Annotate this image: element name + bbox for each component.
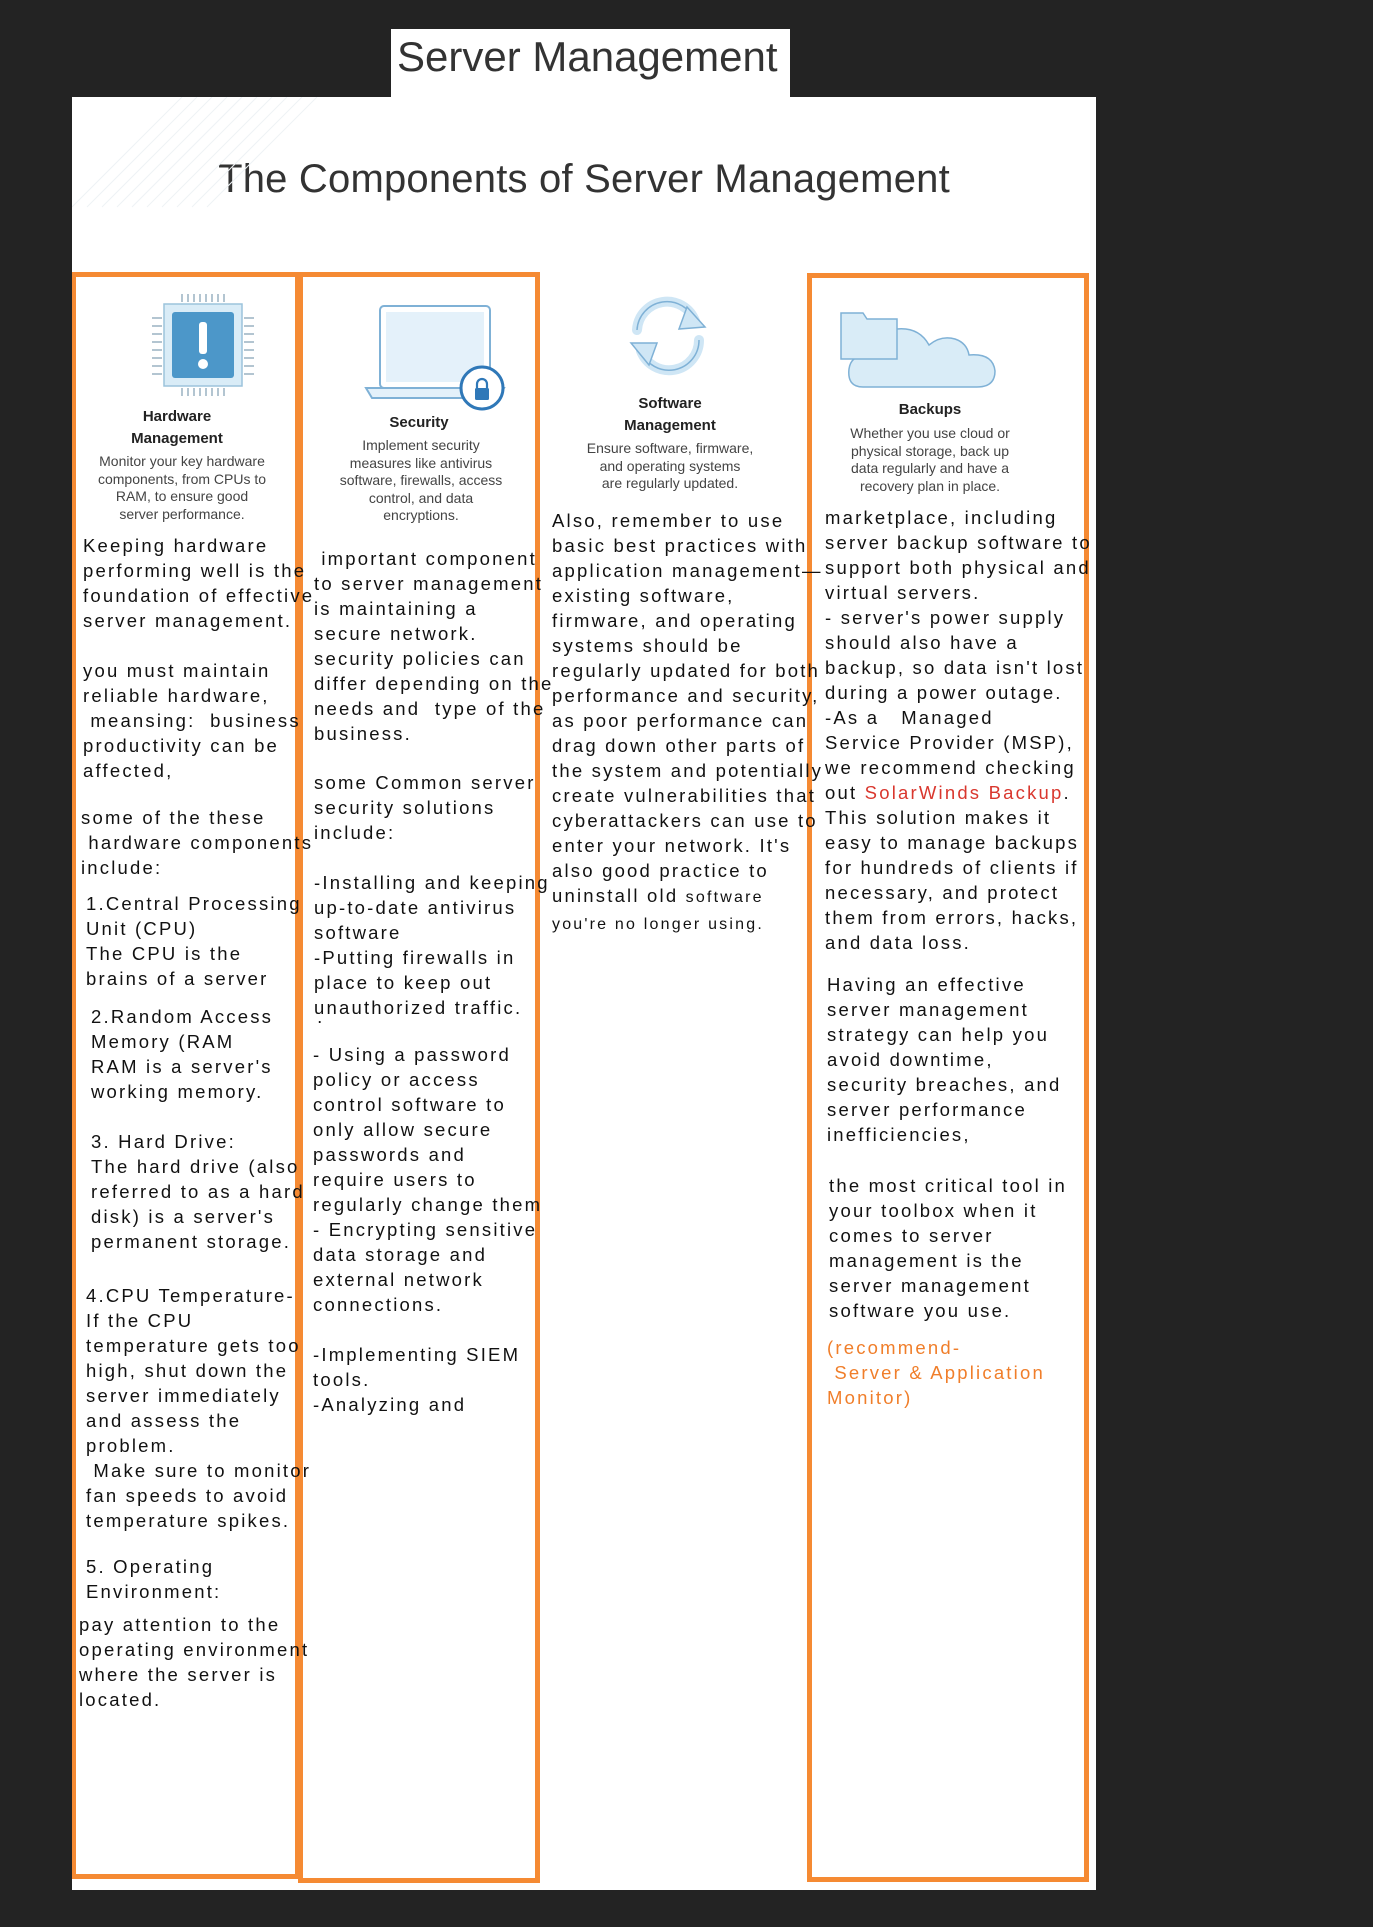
cpu-alert-icon [152,290,262,400]
hardware-text-environment: pay attention to the operating environment where the server is located. [79,1614,310,1710]
backups-text-main: marketplace, including server backup software to support both physical and virtual servers. - server's power supply should also have a backup, so data isn't lost during a power outage. -As a Managed Service Provider (MSP), we recommend checking out [825,507,1092,803]
software-text-small: software you're no longer using. [552,889,764,933]
hardware-item-hard-drive: 3. Hard Drive: The hard drive (also referred to as a hard disk) is a server's permanent storage. [91,1131,305,1252]
title-tab [391,29,790,97]
hardware-text-reliability: you must maintain reliable hardware, meansing: business productivity can be affected, [83,660,301,781]
hardware-text-components: some of the these hardware components include: [81,807,314,878]
backups-text-strategy: Having an effective server management strategy can help you avoid downtime, security breaches, and server performance inefficiencies, [827,974,1062,1145]
software-card-desc: Ensure software, firmware, and operating systems are regularly updated. [586,440,754,491]
hardware-item-cpu-temperature: 4.CPU Temperature- If the CPU temperature gets too high, shut down the server immediately and assess the problem. Make sure to monitor fan speeds to avoid temperature spikes. [86,1285,312,1531]
main-heading: The Components of Server Management [218,157,950,201]
page-title: Server Management [397,33,778,80]
security-text-intro: important component to server management is maintaining a secure network. security policies can differ depending on the needs and type of the business. [314,548,554,744]
hardware-card-desc: Monitor your key hardware components, from CPUs to RAM, to ensure good server performance. [97,453,267,522]
hardware-card-title: Hardware Management [131,408,223,447]
backups-text-body [825,505,1092,955]
hardware-item-environment: 5. Operating Environment: [86,1556,222,1602]
security-list-antivirus-firewalls: -Installing and keeping up-to-date antivirus software -Putting firewalls in place to keep out unauthorized traffic. [314,872,550,1018]
backups-text-critical-tool: the most critical tool in your toolbox when it comes to server management is the server management software you use. [829,1175,1068,1321]
hardware-text-intro: Keeping hardware performing well is the foundation of effective server management. [83,535,315,631]
solarwinds-backup-link[interactable]: SolarWinds Backup [864,782,1064,803]
backups-card-title: Backups [898,401,962,418]
laptop-lock-icon [362,302,512,412]
security-card-desc: Implement security measures like antivirus software, firewalls, access control, and data encryptions. [339,437,503,523]
backups-text-after-link: . This solution makes it easy to manage backups for hundreds of clients if necessary, and protect them from errors, hacks, and data loss. [825,782,1080,953]
security-text-solutions: some Common server security solutions include: [314,772,536,843]
software-text-body [552,508,823,937]
decorative-stripes [72,97,372,217]
hardware-item-ram: 2.Random Access . Memory (RAM RAM is a server's working memory. [91,1006,325,1102]
page-canvas [72,97,1096,1890]
hardware-item-cpu: 1.Central Processing Unit (CPU) The CPU is the brains of a server [86,893,302,989]
cloud-folder-icon [837,309,1007,399]
refresh-arrows-icon [617,285,717,385]
security-card-title: Security [389,414,449,431]
recommend-server-app-monitor[interactable]: (recommend- Server & Application Monitor) [827,1337,1045,1408]
backups-card-desc: Whether you use cloud or physical storage, back up data regularly and have a recovery plan in place. [850,425,1010,494]
security-list-passwords-encryption: - Using a password policy or access control software to only allow secure passwords and require users to regularly change them - Encrypting sensitive data storage and external network connections. [313,1044,543,1315]
software-text-main: Also, remember to use basic best practices with application management— existing software, firmware, and operating systems should be regularly updated for both performance and security, as poor performance can drag down other parts of the system and potentially create vulnerabilities that cyberattackers can use to enter your network. It's also good practice to uninstall old [552,510,824,906]
security-list-siem: -Implementing SIEM tools. -Analyzing and [313,1344,521,1415]
software-card-title: Software Management [624,395,716,434]
